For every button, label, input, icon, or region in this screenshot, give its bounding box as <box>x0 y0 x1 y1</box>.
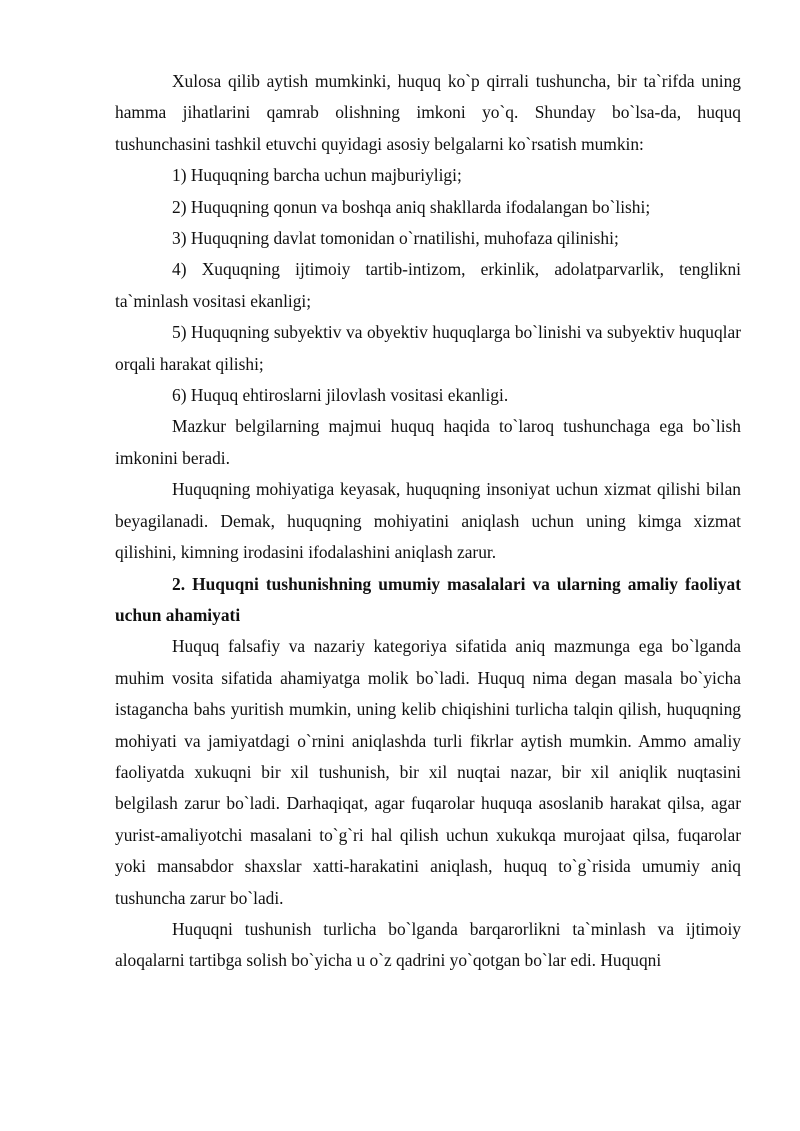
paragraph-body-1: Huquq falsafiy va nazariy kategoriya sifatida aniq mazmunga ega bo`lganda muhim vosita sifatida ahamiyatga molik bo`ladi. Huquq nima degan masala bo`yicha istagancha bahs yuritish mumkin, uning kelib chiqishini turlicha talqin qilish, huquqning mohiyati va jamiyatdagi o`rnini aniqlashda turli fikrlar aytish mumkin. Ammo amaliy faoliyatda xukuqni bir xil tushunish, bir xil nuqtai nazar, bir xil aniqlik nuqtasini belgilash zarur bo`ladi. Darhaqiqat, agar fuqarolar huquqa asoslanib harakat qilsa, agar yurist-amaliyotchi masalani to`g`ri hal qilish uchun xukukqa murojaat qilsa, fuqarolar yoki mansabdor shaxslar xatti-harakatini aniqlash, huquq to`g`risida umumiy aniq tushuncha zarur bo`ladi. <box>115 636 741 908</box>
list-item-1: 1) Huquqning barcha uchun majburiyligi; <box>172 165 462 186</box>
document-page <box>115 66 741 977</box>
paragraph-summary: Mazkur belgilarning majmui huquq haqida to`laroq tushunchaga ega bo`lish imkonini beradi. <box>115 416 741 468</box>
list-item-2: 2) Huquqning qonun va boshqa aniq shakllarda ifodalangan bo`lishi; <box>172 196 651 217</box>
list-item-6: 6) Huquq ehtiroslarni jilovlash vositasi ekanligi. <box>172 385 509 406</box>
paragraph-essence: Huquqning mohiyatiga keyasak, huquqning insoniyat uchun xizmat qilishi bilan beyagilanadi. Demak, huquqning mohiyatini aniqlash uchun uning kimga xizmat qilishini, kimning irodasini ifodalashini aniqlash zarur. <box>115 479 741 563</box>
paragraph-body-2: Huquqni tushunish turlicha bo`lganda barqarorlikni ta`minlash va ijtimoiy aloqalarni tartibga solish bo`yicha u o`z qadrini yo`qotgan bo`lar edi. Huquqni <box>115 918 741 971</box>
paragraph-intro: Xulosa qilib aytish mumkinki, huquq ko`p qirrali tushuncha, bir ta`rifda uning hamma jihatlarini qamrab olishning imkoni yo`q. Shunday bo`lsa-da, huquq tushunchasini tashkil etuvchi quyidagi asosiy belgalarni ko`rsatish mumkin: <box>115 71 741 154</box>
list-item-4: 4) Xuquqning ijtimoiy tartib-intizom, erkinlik, adolatparvarlik, tenglikni ta`minlash vositasi ekanligi; <box>115 259 741 311</box>
list-item-5: 5) Huquqning subyektiv va obyektiv huquqlarga bo`linishi va subyektiv huquqlar orqali harakat qilishi; <box>115 322 741 374</box>
section-heading: 2. Huquqni tushunishning umumiy masalalari va ularning amaliy faoliyat uchun ahamiyati <box>115 573 741 625</box>
list-item-3: 3) Huquqning davlat tomonidan o`rnatilishi, muhofaza qilinishi; <box>172 228 619 249</box>
